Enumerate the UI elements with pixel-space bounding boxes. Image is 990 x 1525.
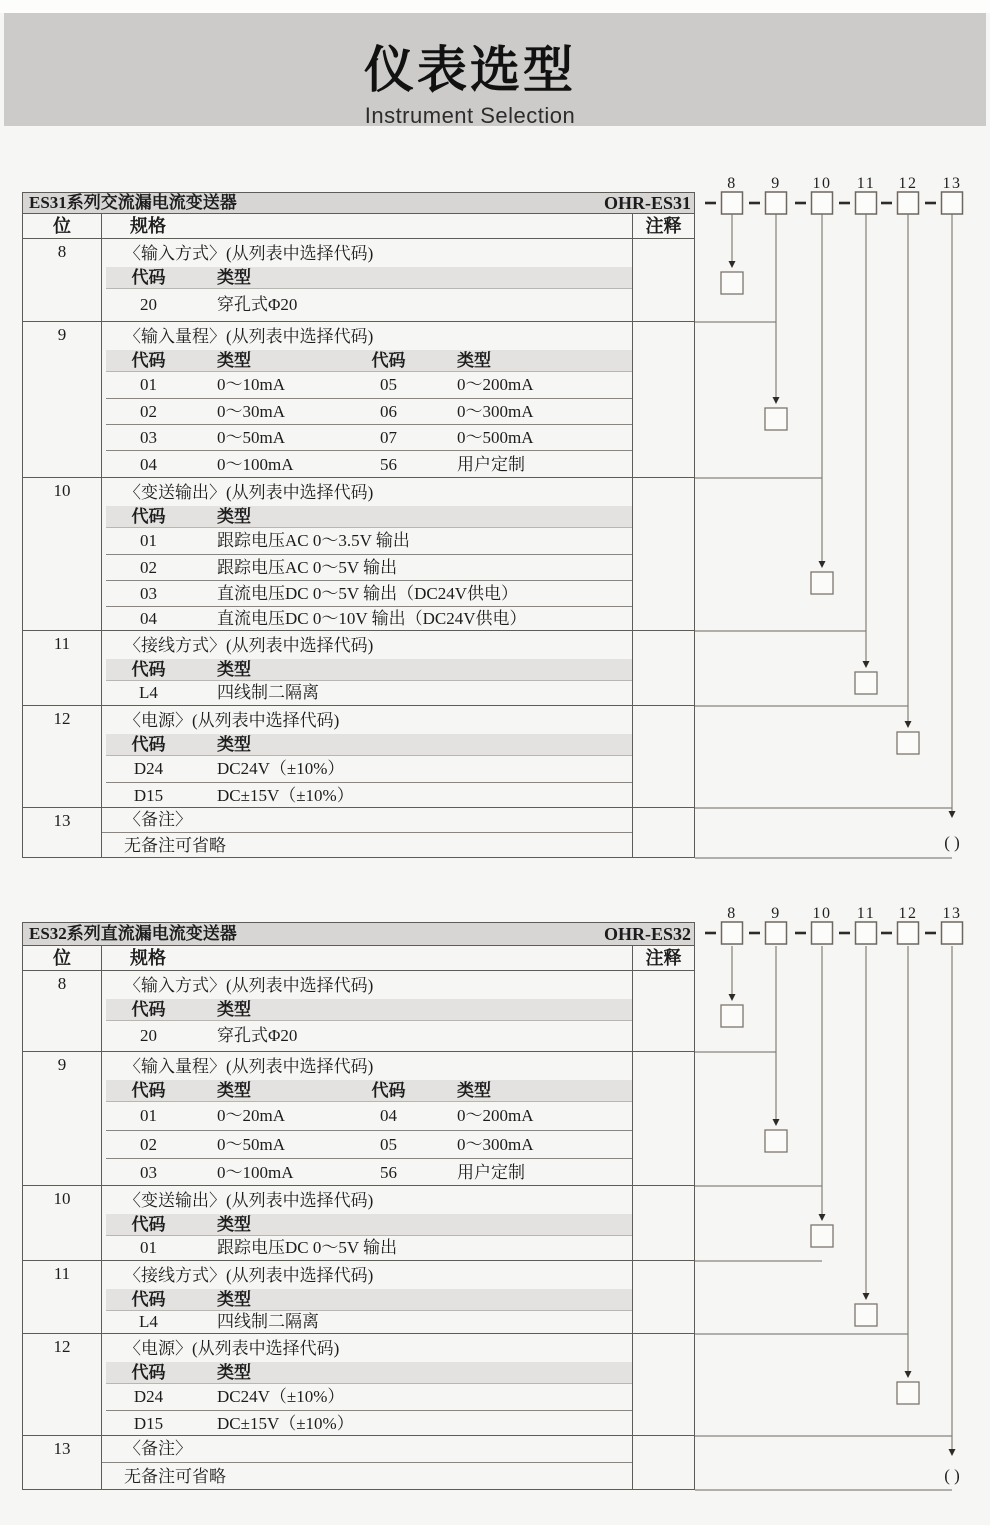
digit-label-12: 12 [898, 905, 918, 922]
code-row [106, 554, 632, 580]
code-cell: 20 [140, 295, 157, 314]
spec-cell [102, 1186, 632, 1260]
table-title: ES32系列直流漏电流变送器 [29, 924, 237, 943]
type-header: 类型 [217, 1363, 251, 1382]
code-row [106, 1384, 632, 1410]
code-header-row [106, 1214, 632, 1236]
code-cell: 01 [140, 1238, 157, 1257]
code-row [106, 782, 632, 808]
code-cell: D24 [133, 1387, 164, 1406]
selection-box-10 [811, 572, 833, 594]
spec-cell [102, 1436, 632, 1489]
col-header-note: 注释 [632, 946, 694, 970]
note-cell [632, 808, 694, 857]
selection-box-9 [765, 408, 787, 430]
code-cell: 04 [140, 609, 157, 628]
code-row [106, 1130, 632, 1158]
digit-box-13 [942, 192, 963, 214]
section-13 [23, 1436, 694, 1490]
code-cell: L4 [139, 683, 158, 702]
digit-box-12 [898, 922, 919, 944]
type-cell: 0～100mA [217, 1163, 294, 1182]
type-cell: 跟踪电压DC 0～5V 输出 [217, 1238, 398, 1257]
arrow-down-icon [949, 811, 956, 818]
code-cell: 05 [380, 375, 397, 394]
selection-box-11 [855, 1304, 877, 1326]
note-cell [632, 1052, 694, 1185]
model-code: OHR-ES32 [603, 924, 691, 944]
section-11 [23, 631, 694, 706]
arrow-down-icon [905, 721, 912, 728]
code-header-row [106, 999, 632, 1021]
spec-cell [102, 478, 632, 630]
spec-cell [102, 1334, 632, 1435]
code-table [106, 506, 632, 631]
type-cell: DC±15V（±10%） [217, 1414, 354, 1433]
note-cell [632, 478, 694, 630]
spec-cell [102, 1052, 632, 1185]
digit-label-13: 13 [942, 905, 962, 922]
code-cell: 01 [140, 1106, 157, 1125]
page-subtitle: Instrument Selection [364, 103, 576, 128]
code-header: 代码 [131, 1290, 166, 1309]
code-header-row [106, 267, 632, 289]
code-table [106, 1214, 632, 1261]
code-table [106, 1362, 632, 1436]
code-header: 代码 [131, 507, 166, 526]
type-cell: 直流电压DC 0～10V 输出（DC24V供电） [217, 609, 527, 628]
digit-label-12: 12 [898, 175, 918, 192]
code-row [106, 289, 632, 322]
code-table [106, 267, 632, 322]
section-label: 〈变送输出〉(从列表中选择代码) [124, 1191, 374, 1210]
code-table [106, 1289, 632, 1334]
code-header: 代码 [371, 1081, 406, 1100]
code-header: 代码 [371, 351, 406, 370]
type-header: 类型 [457, 351, 491, 370]
section-label: 〈输入方式〉(从列表中选择代码) [124, 976, 374, 995]
code-row [106, 681, 632, 706]
code-cell: 56 [380, 1163, 397, 1182]
position-cell: 13 [23, 808, 102, 857]
code-header: 代码 [131, 1000, 166, 1019]
code-row [106, 1102, 632, 1130]
code-cell: 03 [140, 584, 157, 603]
digit-box-8 [722, 192, 743, 214]
type-header: 类型 [457, 1081, 491, 1100]
code-cell: 03 [140, 1163, 157, 1182]
section-13 [23, 808, 694, 858]
remark-placeholder: ( ) [944, 1466, 960, 1485]
code-cell: D24 [133, 759, 164, 778]
section-label: 〈变送输出〉(从列表中选择代码) [124, 483, 374, 502]
section-label: 〈备注〉 [102, 1436, 632, 1463]
digit-label-9: 9 [771, 175, 781, 192]
type-cell: 0～200mA [457, 375, 534, 394]
type-header: 类型 [217, 735, 251, 754]
code-header: 代码 [131, 660, 166, 679]
code-cell: 07 [380, 428, 397, 447]
section-12 [23, 706, 694, 808]
code-table [106, 350, 632, 478]
arrow-down-icon [819, 561, 826, 568]
table-header-row [23, 214, 694, 239]
code-cell: 02 [140, 1135, 157, 1154]
section-label: 〈输入量程〉(从列表中选择代码) [124, 1057, 374, 1076]
section-label: 〈电源〉(从列表中选择代码) [124, 711, 340, 730]
selection-box-11 [855, 672, 877, 694]
type-cell: 四线制二隔离 [217, 1312, 319, 1331]
type-cell: 0～20mA [217, 1106, 285, 1125]
arrow-down-icon [729, 261, 736, 268]
code-header: 代码 [131, 268, 166, 287]
digit-box-10 [812, 922, 833, 944]
arrow-down-icon [819, 1214, 826, 1221]
position-cell: 13 [23, 1436, 102, 1489]
arrow-down-icon [949, 1449, 956, 1456]
type-cell: 穿孔式Φ20 [217, 1026, 298, 1045]
code-row [106, 398, 632, 424]
section-8 [23, 971, 694, 1052]
digit-label-13: 13 [942, 175, 962, 192]
type-header: 类型 [217, 1081, 251, 1100]
remark-text: 无备注可省略 [124, 836, 226, 855]
code-header: 代码 [131, 1215, 166, 1234]
remark-placeholder: ( ) [944, 833, 960, 852]
col-header-pos: 位 [23, 214, 102, 238]
digit-box-10 [812, 192, 833, 214]
page-banner [4, 13, 986, 126]
type-cell: DC24V（±10%） [217, 759, 345, 778]
remark-text: 无备注可省略 [124, 1467, 226, 1486]
digit-label-10: 10 [812, 175, 832, 192]
position-cell: 11 [23, 631, 102, 705]
type-cell: 0～50mA [217, 1135, 285, 1154]
col-header-spec: 规格 [130, 216, 166, 236]
code-header: 代码 [131, 351, 166, 370]
code-table [106, 999, 632, 1052]
code-cell: 02 [140, 558, 157, 577]
selection-box-10 [811, 1225, 833, 1247]
arrow-down-icon [773, 1119, 780, 1126]
code-row [106, 756, 632, 782]
section-8 [23, 239, 694, 322]
note-cell [632, 322, 694, 477]
code-row [106, 580, 632, 606]
section-9 [23, 1052, 694, 1186]
selection-table-OHR-ES31 [22, 192, 695, 858]
digit-box-11 [856, 192, 877, 214]
model-code: OHR-ES31 [603, 193, 691, 213]
position-cell: 9 [23, 1052, 102, 1185]
code-cell: 01 [140, 531, 157, 550]
digit-label-8: 8 [727, 905, 737, 922]
section-label: 〈电源〉(从列表中选择代码) [124, 1339, 340, 1358]
section-label: 〈接线方式〉(从列表中选择代码) [124, 1266, 374, 1285]
note-cell [632, 1436, 694, 1489]
section-10 [23, 478, 694, 631]
type-cell: 跟踪电压AC 0～5V 输出 [217, 558, 398, 577]
code-row [106, 1311, 632, 1334]
page-title: 仪表选型 [364, 42, 576, 98]
arrow-down-icon [773, 397, 780, 404]
type-cell: 直流电压DC 0～5V 输出（DC24V供电） [217, 584, 518, 603]
type-cell: 0～10mA [217, 375, 285, 394]
code-row [106, 528, 632, 554]
type-cell: 穿孔式Φ20 [217, 295, 298, 314]
col-header-note: 注释 [632, 214, 694, 238]
position-cell: 10 [23, 1186, 102, 1260]
spec-cell [102, 808, 632, 857]
digit-label-9: 9 [771, 905, 781, 922]
code-cell: 02 [140, 402, 157, 421]
section-label: 〈接线方式〉(从列表中选择代码) [124, 636, 374, 655]
type-cell: 0～200mA [457, 1106, 534, 1125]
spec-cell [102, 706, 632, 807]
code-cell: 20 [140, 1026, 157, 1045]
selection-box-9 [765, 1130, 787, 1152]
position-cell: 8 [23, 239, 102, 321]
code-table [106, 659, 632, 706]
section-12 [23, 1334, 694, 1436]
note-cell [632, 706, 694, 807]
digit-box-13 [942, 922, 963, 944]
code-header-row [106, 1080, 632, 1102]
arrow-down-icon [729, 994, 736, 1001]
arrow-down-icon [863, 1293, 870, 1300]
digit-box-12 [898, 192, 919, 214]
section-11 [23, 1261, 694, 1334]
code-row [106, 1236, 632, 1261]
digit-label-10: 10 [812, 905, 832, 922]
table-title-bar [23, 922, 694, 946]
spec-cell [102, 322, 632, 477]
code-row [106, 1158, 632, 1186]
code-cell: 06 [380, 402, 397, 421]
code-row [106, 1410, 632, 1436]
selection-box-12 [897, 1382, 919, 1404]
code-header-row [106, 1362, 632, 1384]
section-9 [23, 322, 694, 478]
spec-cell [102, 631, 632, 705]
note-cell [632, 971, 694, 1051]
code-row [106, 424, 632, 450]
code-header-row [106, 506, 632, 528]
type-cell: 用户定制 [457, 455, 525, 474]
type-cell: 四线制二隔离 [217, 683, 319, 702]
table-header-row [23, 946, 694, 971]
code-table [106, 734, 632, 808]
code-cell: D15 [133, 786, 164, 805]
position-cell: 12 [23, 1334, 102, 1435]
top-strip [0, 0, 990, 13]
digit-label-11: 11 [856, 175, 876, 192]
position-cell: 9 [23, 322, 102, 477]
code-cell: 01 [140, 375, 157, 394]
code-row [106, 606, 632, 631]
code-header-row [106, 734, 632, 756]
code-header-row [106, 659, 632, 681]
digit-box-11 [856, 922, 877, 944]
banner-inner [0, 30, 961, 129]
type-header: 类型 [217, 507, 251, 526]
table-title: ES31系列交流漏电流变送器 [29, 193, 237, 212]
type-header: 类型 [217, 268, 251, 287]
code-cell: L4 [139, 1312, 158, 1331]
code-row [106, 450, 632, 478]
section-label: 〈输入量程〉(从列表中选择代码) [124, 327, 374, 346]
type-cell: 用户定制 [457, 1163, 525, 1182]
code-cell: 03 [140, 428, 157, 447]
position-cell: 8 [23, 971, 102, 1051]
selection-box-8 [721, 272, 743, 294]
type-cell: 跟踪电压AC 0～3.5V 输出 [217, 531, 410, 550]
code-row [106, 1021, 632, 1052]
type-header: 类型 [217, 660, 251, 679]
type-header: 类型 [217, 351, 251, 370]
position-cell: 12 [23, 706, 102, 807]
type-cell: 0～50mA [217, 428, 285, 447]
code-cell: 05 [380, 1135, 397, 1154]
digit-box-8 [722, 922, 743, 944]
type-cell: 0～500mA [457, 428, 534, 447]
section-10 [23, 1186, 694, 1261]
spec-cell [102, 971, 632, 1051]
table-title-bar [23, 192, 694, 214]
col-header-spec: 规格 [130, 948, 166, 968]
code-cell: 56 [380, 455, 397, 474]
digit-box-9 [766, 922, 787, 944]
type-cell: 0～100mA [217, 455, 294, 474]
code-header-row [106, 1289, 632, 1311]
section-label: 〈输入方式〉(从列表中选择代码) [124, 244, 374, 263]
selection-table-OHR-ES32 [22, 922, 695, 1490]
selection-box-12 [897, 732, 919, 754]
spec-cell [102, 1261, 632, 1333]
section-label: 〈备注〉 [102, 808, 632, 833]
type-header: 类型 [217, 1290, 251, 1309]
code-cell: 04 [140, 455, 157, 474]
type-header: 类型 [217, 1000, 251, 1019]
code-cell: D15 [133, 1414, 164, 1433]
arrow-down-icon [863, 661, 870, 668]
note-cell [632, 239, 694, 321]
note-cell [632, 631, 694, 705]
code-header: 代码 [131, 1081, 166, 1100]
type-cell: 0～30mA [217, 402, 285, 421]
note-cell [632, 1334, 694, 1435]
code-header: 代码 [131, 735, 166, 754]
type-header: 类型 [217, 1215, 251, 1234]
position-cell: 11 [23, 1261, 102, 1333]
code-header-row [106, 350, 632, 372]
code-cell: 04 [380, 1106, 397, 1125]
selection-box-8 [721, 1005, 743, 1027]
code-row [106, 372, 632, 398]
position-cell: 10 [23, 478, 102, 630]
arrow-down-icon [905, 1371, 912, 1378]
type-cell: 0～300mA [457, 402, 534, 421]
digit-box-9 [766, 192, 787, 214]
digit-label-8: 8 [727, 175, 737, 192]
spec-cell [102, 239, 632, 321]
type-cell: 0～300mA [457, 1135, 534, 1154]
note-cell [632, 1186, 694, 1260]
note-cell [632, 1261, 694, 1333]
code-table [106, 1080, 632, 1186]
col-header-pos: 位 [23, 946, 102, 970]
type-cell: DC±15V（±10%） [217, 786, 354, 805]
code-header: 代码 [131, 1363, 166, 1382]
digit-label-11: 11 [856, 905, 876, 922]
type-cell: DC24V（±10%） [217, 1387, 345, 1406]
